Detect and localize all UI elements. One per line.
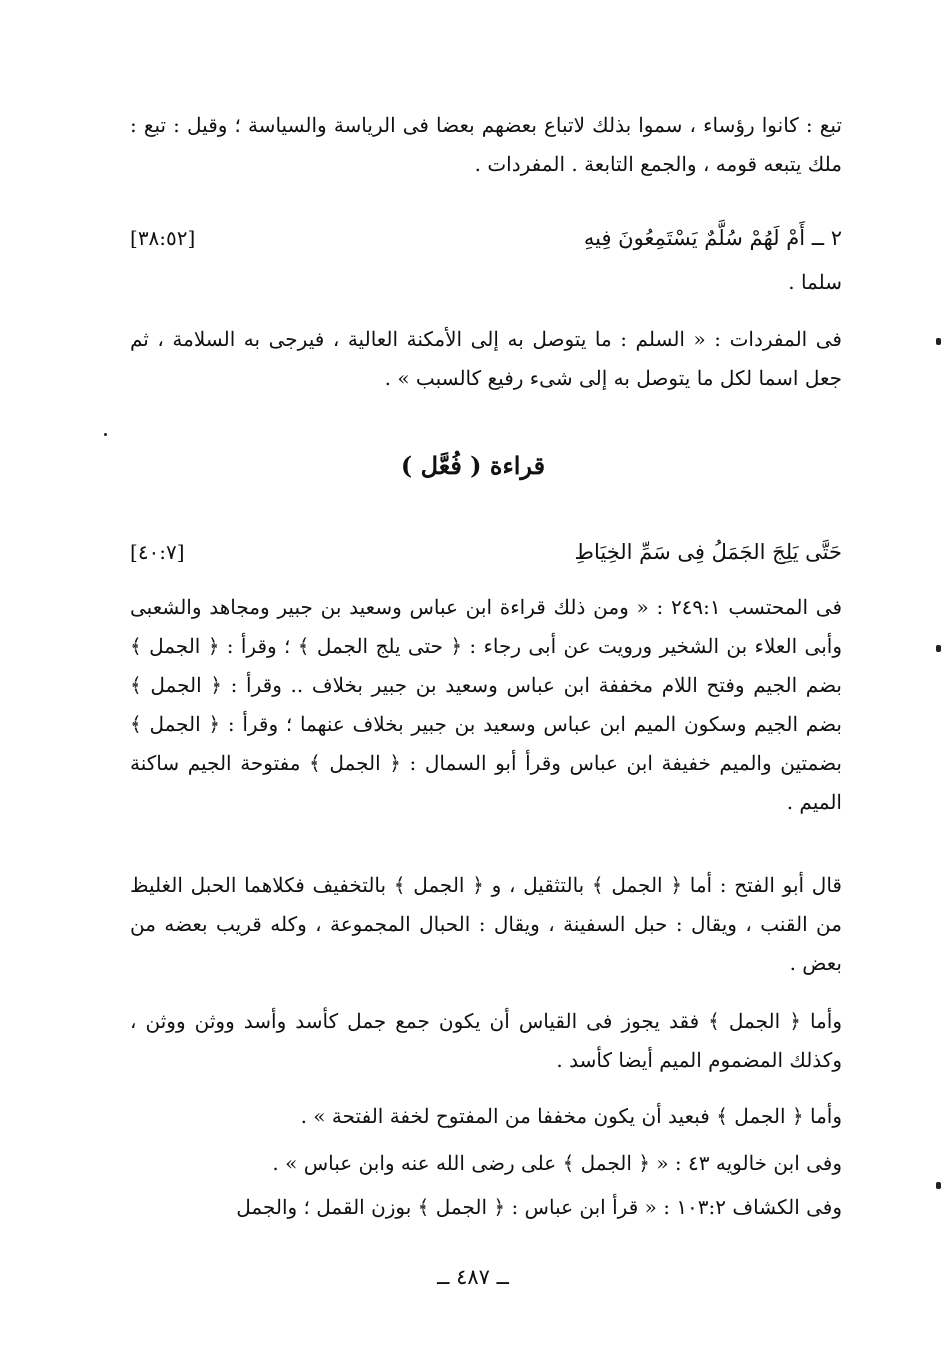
section-heading: قراءة ( فُعَّل ) xyxy=(400,451,546,480)
verse-7-40: حَتَّى يَلِجَ الجَمَلُ فِى سَمِّ الخِيَاطِ xyxy=(574,540,842,564)
page-number: ــ ٤٨٧ ــ xyxy=(437,1265,509,1289)
scan-speck xyxy=(104,433,107,436)
text-line: وفى الكشاف ١٠٣:٢ : « قرأ ابن عباس : ﴿ الجمل ﴾ بوزن القمل ؛ والجمل xyxy=(236,1195,842,1219)
paragraph-qiyas: وأما ﴿ الجمل ﴾ فقد يجوز فى القياس أن يكون جمع جمل كأسد وأسد ووثن ووثن ، وكذلك المضموم الميم أيضا كأسد . xyxy=(130,1009,842,1072)
verse-reference: [٣٨:٥٢] xyxy=(130,226,196,250)
paragraph-tubba: تبع : كانوا رؤساء ، سموا بذلك لاتباع بعضهم بعضا فى الرياسة والسياسة ؛ وقيل : تبع : ملك يتبعه قومه ، والجمع التابعة . المفردات . xyxy=(130,113,842,176)
verse-52-38: ٢ ــ أَمْ لَهُمْ سُلَّمٌ يَسْتَمِعُونَ فِيهِ xyxy=(583,226,842,250)
verse-note: سلما . xyxy=(788,270,842,294)
paragraph-mufradat: فى المفردات : « السلم : ما يتوصل به إلى الأمكنة العالية ، فيرجى به السلامة ، ثم جعل اسما لكل ما يتوصل به إلى شىء رفيع كالسبب » . xyxy=(130,327,842,390)
scan-speck xyxy=(936,1182,941,1189)
paragraph-muhtasab: فى المحتسب ٢٤٩:١ : « ومن ذلك قراءة ابن عباس وسعيد بن جبير ومجاهد والشعبى وأبى العلاء بن الشخير ورويت عن أبى رجاء : ﴿ حتى يلج الجمل ﴾ ؛ وقرأ : ﴿ الجمل ﴾ بضم الجيم وفتح اللام مخففة ابن عباس وسعيد بن جبير بخلاف .. وقرأ : ﴿ الجمل ﴾ بضم الجيم وسكون الميم ابن عباس وسعيد بن جبير بخلاف عنهما ؛ وقرأ : ﴿ الجمل ﴾ بضمتين والميم خفيفة ابن عباس وقرأ أبو السمال : ﴿ الجمل ﴾ مفتوحة الجيم ساكنة الميم . xyxy=(130,595,843,814)
scan-speck xyxy=(936,338,941,345)
paragraph-abu-alfath: قال أبو الفتح : أما ﴿ الجمل ﴾ بالتثقيل ، و ﴿ الجمل ﴾ بالتخفيف فكلاهما الحبل الغليظ من القنب ، ويقال : حبل السفينة ، ويقال : الحبال المجموعة ، وكله قريب بعضه من بعض . xyxy=(130,873,842,975)
text-line: وفى ابن خالويه ٤٣ : « ﴿ الجمل ﴾ على رضى الله عنه وابن عباس » . xyxy=(272,1151,842,1175)
verse-reference: [٤٠:٧] xyxy=(130,540,185,564)
scan-speck xyxy=(936,645,941,652)
text-line: وأما ﴿ الجمل ﴾ فبعيد أن يكون مخففا من المفتوح لخفة الفتحة » . xyxy=(300,1104,842,1128)
